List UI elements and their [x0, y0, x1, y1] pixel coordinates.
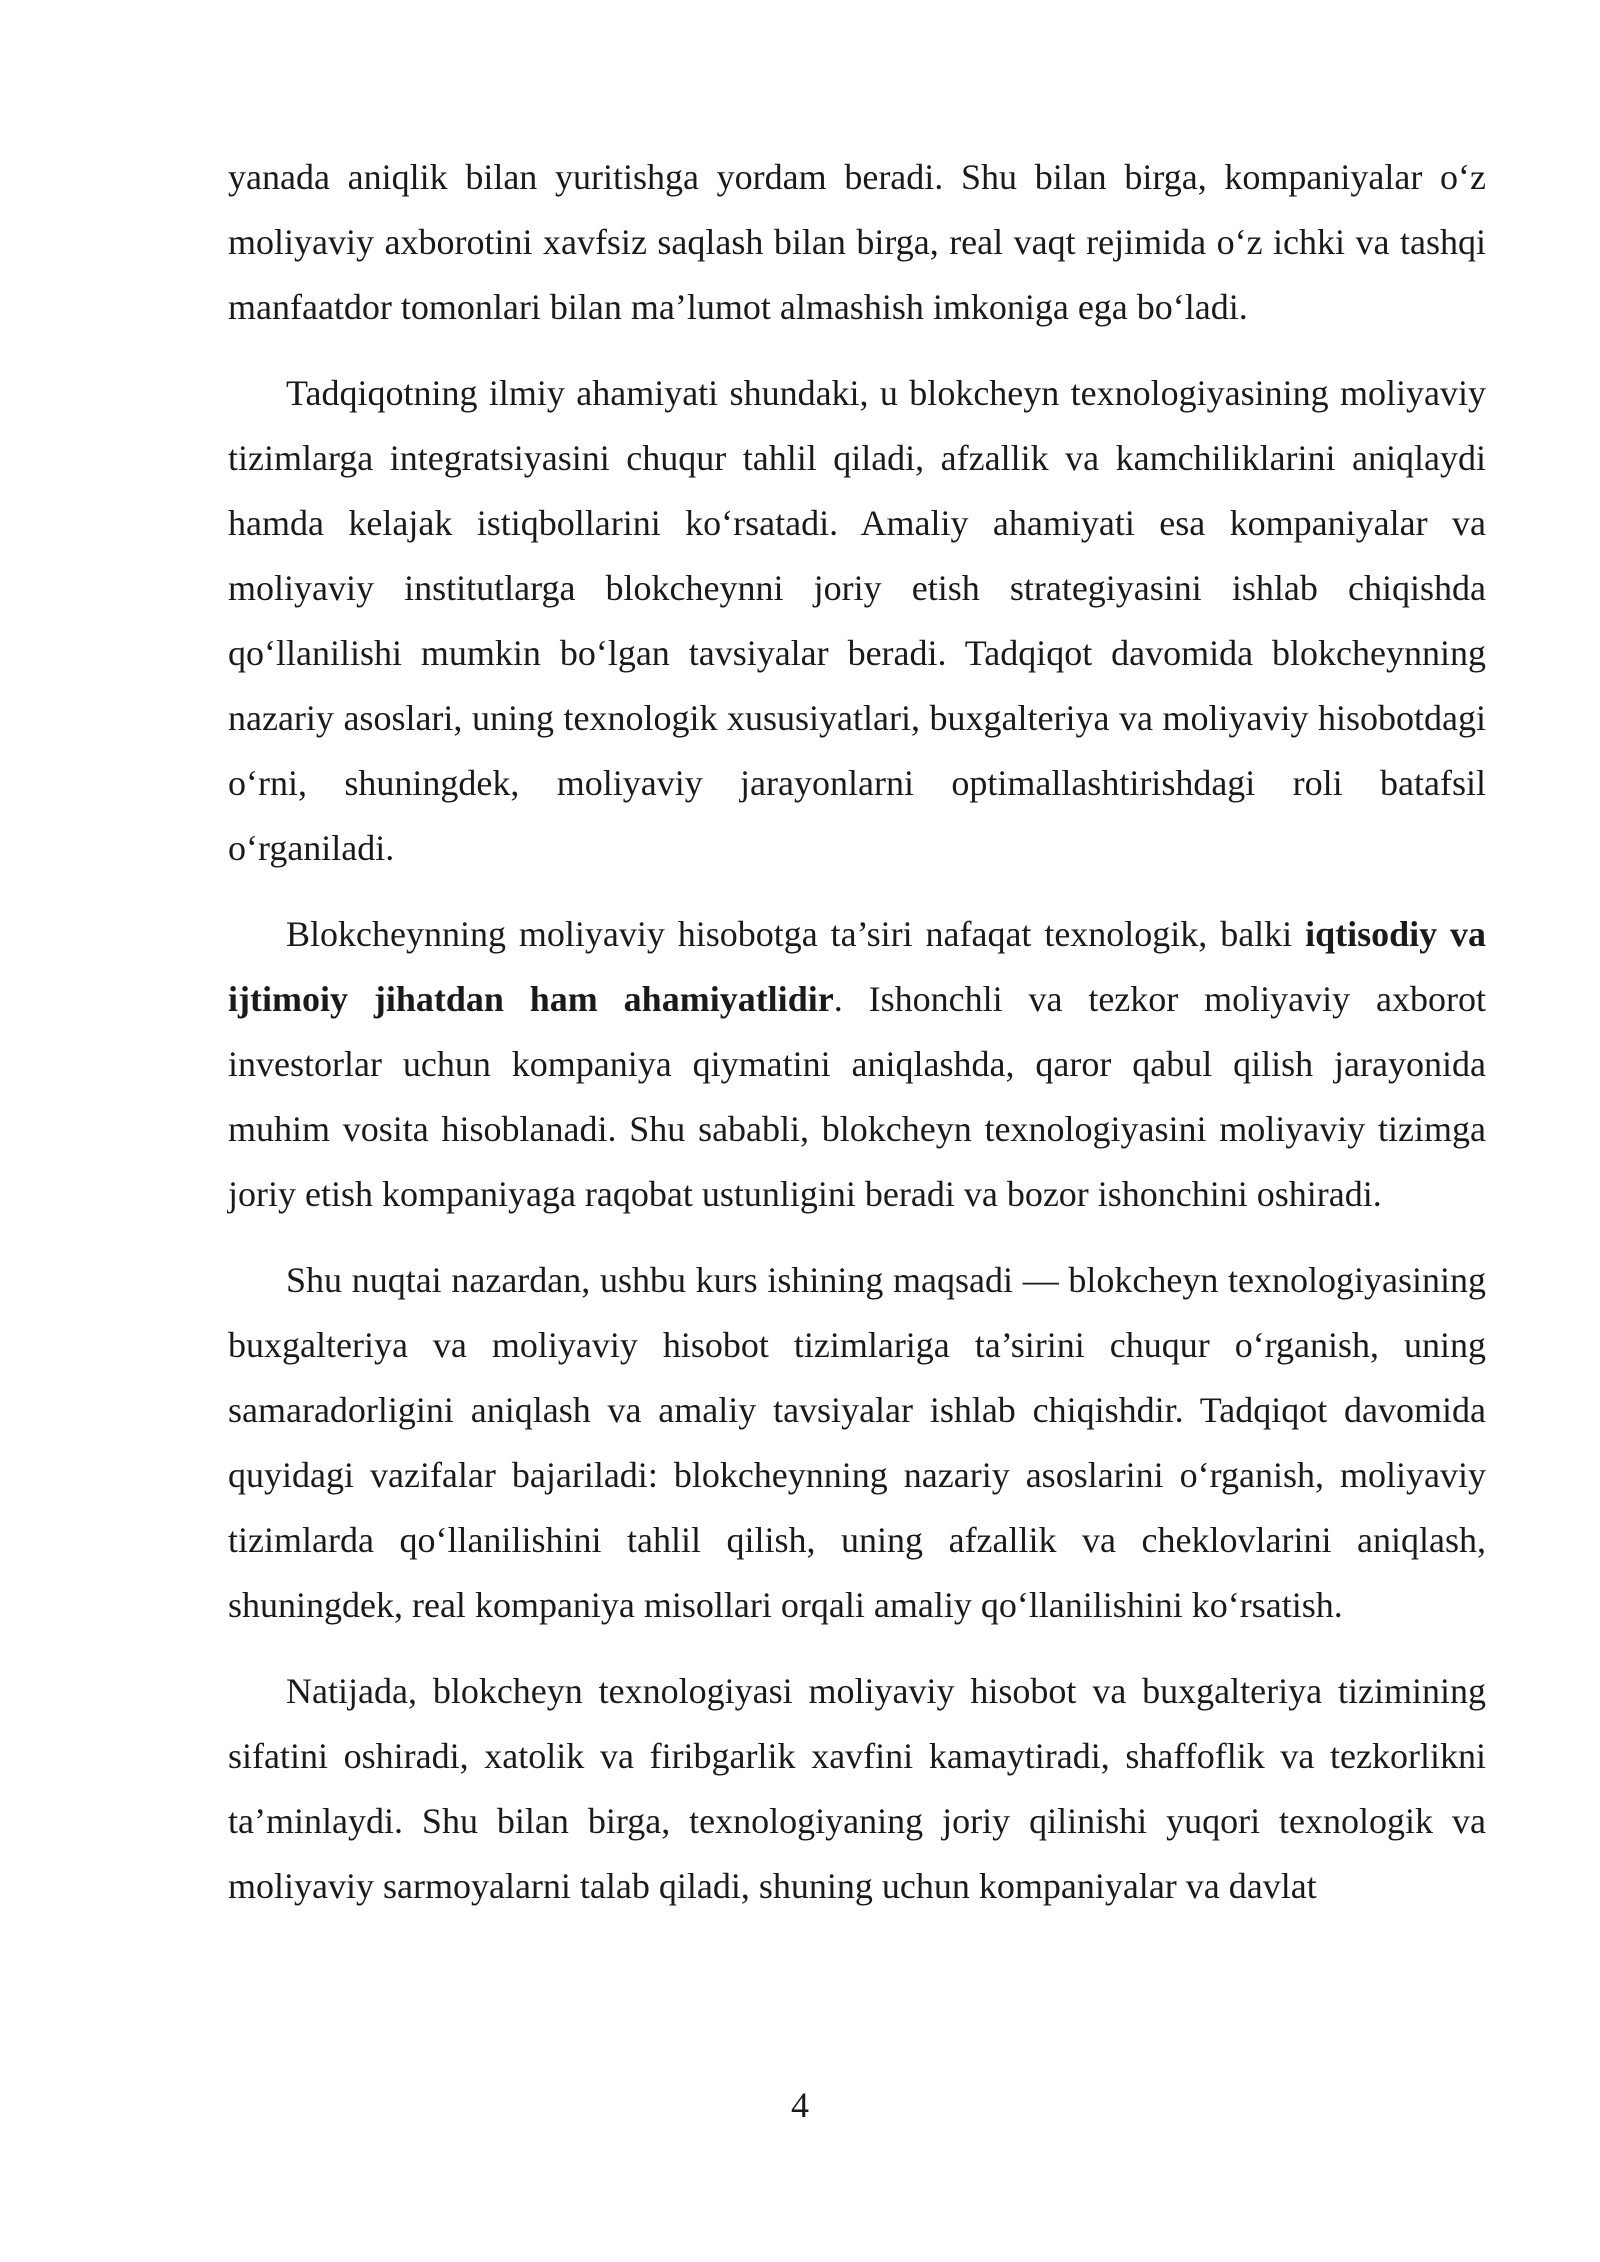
- paragraph-text-after: . Ishonchli va tezkor moliyaviy axborot investorlar uchun kompaniya qiymatini aniqlashda, qaror qabul qilish jarayonida muhim vosita hisoblanadi. Shu sababli, blokcheyn texnologiyasini moliyaviy tizimga joriy etish kompaniyaga raqobat ustunligini beradi va bozor ishonchini oshiradi.: [228, 979, 1486, 1214]
- paragraph-conclusion: Natijada, blokcheyn texnologiyasi moliyaviy hisobot va buxgalteriya tizimining sifatini oshiradi, xatolik va firibgarlik xavfini kamaytiradi, shaffoflik va tezkorlikni ta’minlaydi. Shu bilan birga, texnologiyaning joriy qilinishi yuqori texnologik va moliyaviy sarmoyalarni talab qiladi, shuning uchun kompaniyalar va davlat: [228, 1671, 1486, 1906]
- page-number: 4: [791, 2085, 809, 2125]
- document-body: [228, 145, 1486, 1940]
- paragraph-text-before: Blokcheynning moliyaviy hisobotga ta’siri nafaqat texnologik, balki: [286, 914, 1306, 954]
- bold-emphasis: iqtisodiy va ijtimoiy jihatdan ham ahamiyatlidir: [228, 914, 1486, 1019]
- paragraph-blockchain-impact: [228, 902, 1486, 1227]
- paragraph-continuation: yanada aniqlik bilan yuritishga yordam beradi. Shu bilan birga, kompaniyalar o‘z moliyaviy axborotini xavfsiz saqlash bilan birga, real vaqt rejimida o‘z ichki va tashqi manfaatdor tomonlari bilan ma’lumot almashish imkoniga ega bo‘ladi.: [228, 157, 1486, 327]
- paragraph-scientific-significance: Tadqiqotning ilmiy ahamiyati shundaki, u blokcheyn texnologiyasining moliyaviy tizimlarga integratsiyasini chuqur tahlil qiladi, afzallik va kamchiliklarini aniqlaydi hamda kelajak istiqbollarini ko‘rsatadi. Amaliy ahamiyati esa kompaniyalar va moliyaviy institutlarga blokcheynni joriy etish strategiyasini ishlab chiqishda qo‘llanilishi mumkin bo‘lgan tavsiyalar beradi. Tadqiqot davomida blokcheynning nazariy asoslari, uning texnologik xususiyatlari, buxgalteriya va moliyaviy hisobotdagi o‘rni, shuningdek, moliyaviy jarayonlarni optimallashtirishdagi roli batafsil o‘rganiladi.: [228, 373, 1486, 868]
- paragraph-research-goal: Shu nuqtai nazardan, ushbu kurs ishining maqsadi — blokcheyn texnologiyasining buxgalteriya va moliyaviy hisobot tizimlariga ta’sirini chuqur o‘rganish, uning samaradorligini aniqlash va amaliy tavsiyalar ishlab chiqishdir. Tadqiqot davomida quyidagi vazifalar bajariladi: blokcheynning nazariy asoslarini o‘rganish, moliyaviy tizimlarda qo‘llanilishini tahlil qilish, uning afzallik va cheklovlarini aniqlash, shuningdek, real kompaniya misollari orqali amaliy qo‘llanilishini ko‘rsatish.: [228, 1260, 1486, 1625]
